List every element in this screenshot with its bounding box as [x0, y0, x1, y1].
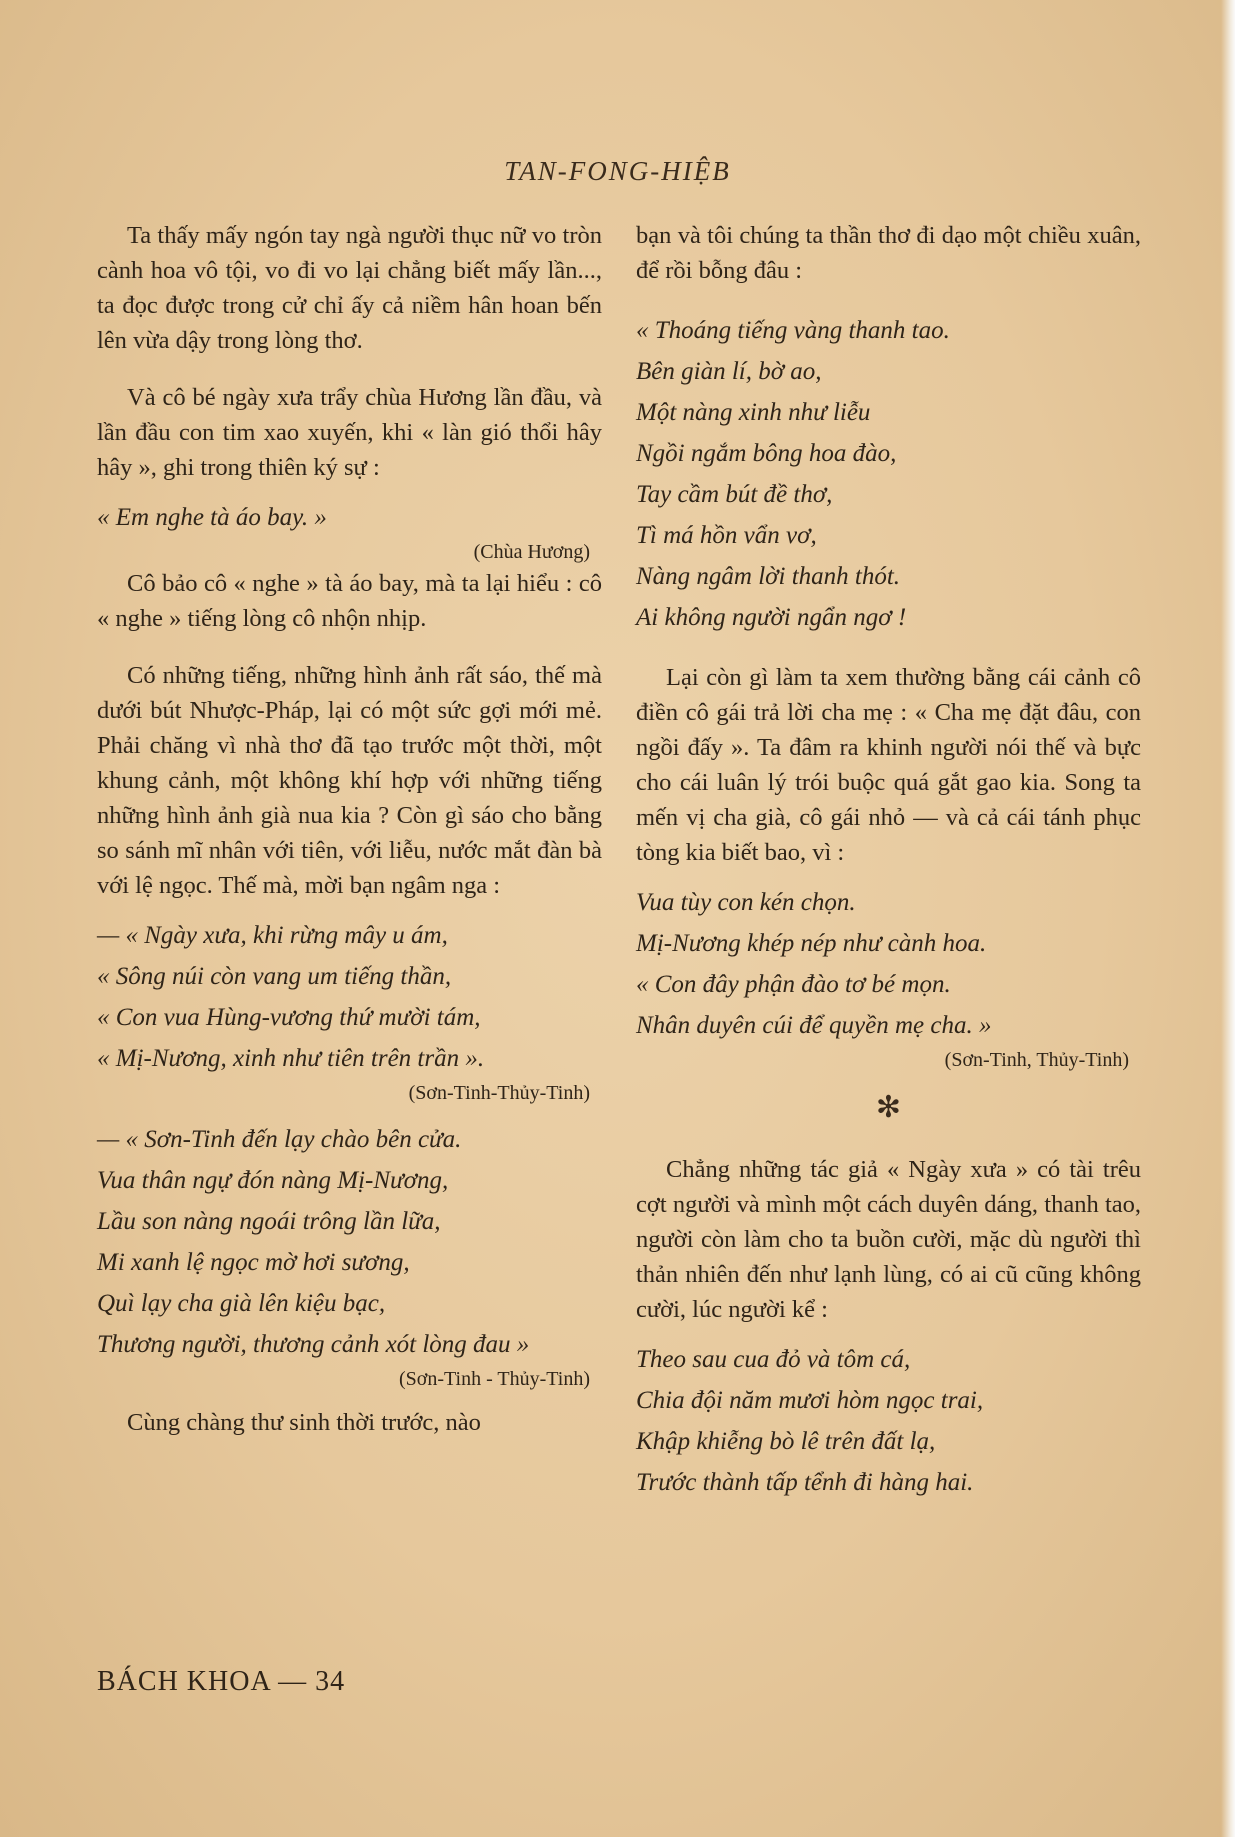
paragraph: Có những tiếng, những hình ảnh rất sáo, thế mà dưới bút Nhược-Pháp, lại có một sức gợi mới mẻ. Phải chăng vì nhà thơ đã tạo trước một thời, một khung cảnh, một không khí hợp với những tiếng những hình ảnh già nua kia ? Còn gì sáo cho bằng so sánh mĩ nhân với tiên, với liễu, nước mắt đàn bà với lệ ngọc. Thế mà, mời bạn ngâm nga :	[97, 662, 602, 899]
verse-line: Ngồi ngắm bông hoa đào,	[636, 440, 897, 467]
verse-line: Mị-Nương khép nép như cành hoa.	[636, 930, 987, 957]
verse-line: Quì lạy cha già lên kiệu bạc,	[97, 1290, 386, 1317]
verse-line: « Sông núi còn vang um tiếng thần,	[97, 963, 452, 990]
verse-line: Chia đội năm mươi hòm ngọc trai,	[636, 1387, 984, 1414]
page-footer: BÁCH KHOA — 34	[97, 1666, 346, 1697]
running-header: TAN-FONG-HIỆB	[504, 156, 731, 186]
verse-line: Bên giàn lí, bờ ao,	[636, 358, 822, 385]
paragraph: Ta thấy mấy ngón tay ngà người thục nữ vo tròn cành hoa vô tội, vo đi vo lại chẳng biết mấy lần..., ta đọc được trong cử chỉ ấy cả niềm hân hoan bến lên vừa dậy trong lòng thơ.	[97, 222, 602, 354]
page-edge	[1221, 0, 1235, 1837]
verse-line: Nhân duyên cúi để quyền mẹ cha. »	[636, 1012, 992, 1039]
verse-line: — « Sơn-Tinh đến lạy chào bên cửa.	[97, 1126, 462, 1153]
verse-line: Một nàng xinh như liễu	[636, 399, 871, 426]
paragraph: Chẳng những tác giả « Ngày xưa » có tài trêu cợt người và mình một cách duyên dáng, thanh tao, người còn làm cho ta buồn cười, mặc dù người thì thản nhiên đến như lạnh lùng, có ai cũ cũng không cười, lúc người kể :	[636, 1156, 1141, 1323]
verse-line: Nàng ngâm lời thanh thót.	[636, 563, 901, 590]
verse-line: Vua tùy con kén chọn.	[636, 889, 856, 916]
verse-line: Ai không người ngẩn ngơ !	[636, 604, 907, 631]
quote-line: « Em nghe tà áo bay. »	[97, 504, 327, 531]
right-column	[636, 218, 1141, 1503]
poem-stanza	[636, 1339, 1141, 1503]
verse-line: Theo sau cua đỏ và tôm cá,	[636, 1346, 911, 1373]
paragraph: Cùng chàng thư sinh thời trước, nào	[127, 1409, 481, 1436]
citation: (Sơn-Tinh-Thủy-Tinh)	[408, 1082, 590, 1104]
poem-stanza	[97, 1119, 602, 1365]
poem-stanza	[636, 882, 1141, 1046]
citation: (Sơn-Tinh - Thủy-Tinh)	[399, 1368, 590, 1390]
section-ornament: ✻	[875, 1091, 902, 1124]
verse-line: « Con vua Hùng-vương thứ mười tám,	[97, 1004, 481, 1031]
verse-line: Khập khiễng bò lê trên đất lạ,	[636, 1428, 936, 1455]
verse-line: Tì má hồn vẩn vơ,	[636, 522, 817, 549]
verse-line: Trước thành tấp tểnh đi hàng hai.	[636, 1469, 974, 1496]
paragraph: Và cô bé ngày xưa trẩy chùa Hương lần đầu, và lần đầu con tim xao xuyến, khi « làn gió thổi hây hây », ghi trong thiên ký sự :	[97, 384, 602, 481]
poem-stanza	[97, 915, 602, 1079]
paragraph: Lại còn gì làm ta xem thường bằng cái cảnh cô điền cô gái trả lời cha mẹ : « Cha mẹ đặt đâu, con ngồi đấy ». Ta đâm ra khinh người nói thế và bực cho cái luân lý trói buộc quá gắt gao kia. Song ta mến vị cha già, cô gái nhỏ — và cả cái tánh phục tòng kia biết bao, vì :	[636, 664, 1141, 866]
paragraph: Cô bảo cô « nghe » tà áo bay, mà ta lại hiểu : cô « nghe » tiếng lòng cô nhộn nhịp.	[97, 570, 602, 632]
verse-line: Vua thân ngự đón nàng Mị-Nương,	[97, 1167, 449, 1194]
verse-line: Thương người, thương cảnh xót lòng đau »	[97, 1331, 530, 1358]
verse-line: Mi xanh lệ ngọc mờ hơi sương,	[97, 1249, 410, 1276]
verse-line: — « Ngày xưa, khi rừng mây u ám,	[97, 922, 448, 949]
verse-line: Lầu son nàng ngoái trông lần lữa,	[97, 1208, 441, 1235]
verse-line: « Con đây phận đào tơ bé mọn.	[636, 971, 951, 998]
left-column	[97, 218, 602, 1440]
citation: (Chùa Hương)	[473, 541, 590, 563]
poem-stanza	[636, 310, 1141, 638]
verse-line: Tay cầm bút đề thơ,	[636, 481, 833, 508]
citation: (Sơn-Tinh, Thủy-Tinh)	[944, 1049, 1129, 1071]
verse-line: « Mị-Nương, xinh như tiên trên trần ».	[97, 1045, 485, 1072]
paragraph: bạn và tôi chúng ta thần thơ đi dạo một chiều xuân, để rồi bỗng đâu :	[636, 222, 1141, 284]
verse-line: « Thoáng tiếng vàng thanh tao.	[636, 317, 950, 344]
